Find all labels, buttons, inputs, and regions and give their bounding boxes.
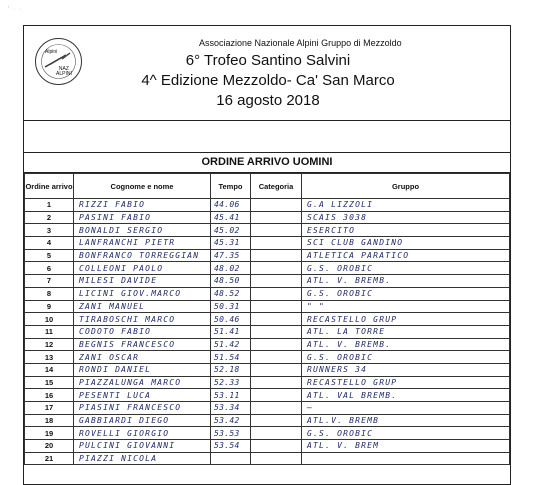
- time-cell: 50.46: [211, 313, 251, 326]
- group-cell: ATL. V. BREM: [302, 440, 510, 453]
- category-cell: [251, 211, 302, 224]
- name-cell: PULCINI GIOVANNI: [74, 440, 211, 453]
- name-cell: BONALDI SERGIO: [74, 224, 211, 237]
- table-row: [25, 338, 510, 351]
- time-cell: 53.11: [211, 389, 251, 402]
- group-cell: " ": [302, 300, 510, 313]
- group-cell: RUNNERS 34: [302, 363, 510, 376]
- group-cell: RECASTELLO GRUP: [302, 313, 510, 326]
- table-row: [25, 427, 510, 440]
- name-cell: BEGNIS FRANCESCO: [74, 338, 211, 351]
- event-date: 16 agosto 2018: [216, 92, 320, 109]
- table-row: [25, 237, 510, 250]
- group-cell: [302, 452, 510, 465]
- category-cell: [251, 313, 302, 326]
- name-cell: LICINI GIOV.MARCO: [74, 287, 211, 300]
- category-cell: [251, 262, 302, 275]
- event-title: 6° Trofeo Santino Salvini: [185, 52, 351, 69]
- group-cell: G.S. OROBIC: [302, 287, 510, 300]
- table-row: [25, 300, 510, 313]
- name-cell: PIAZZALUNGA MARCO: [74, 376, 211, 389]
- group-cell: ATL. LA TORRE: [302, 325, 510, 338]
- group-cell: G.S. OROBIC: [302, 351, 510, 364]
- table-row: [25, 325, 510, 338]
- category-cell: [251, 402, 302, 415]
- time-cell: 51.54: [211, 351, 251, 364]
- position-cell: 9: [25, 300, 74, 313]
- group-cell: RECASTELLO GRUP: [302, 376, 510, 389]
- time-cell: 53.53: [211, 427, 251, 440]
- table-row: [25, 389, 510, 402]
- group-cell: ATL.V. BREMB: [302, 414, 510, 427]
- category-cell: [251, 440, 302, 453]
- table-row: [25, 211, 510, 224]
- position-cell: 17: [25, 402, 74, 415]
- name-cell: COLLEONI PAOLO: [74, 262, 211, 275]
- position-cell: 16: [25, 389, 74, 402]
- col-category: Categoria: [251, 174, 302, 199]
- category-cell: [251, 414, 302, 427]
- name-cell: RIZZI FABIO: [74, 199, 211, 212]
- association-name: Associazione Nazionale Alpini Gruppo di Mezzoldo: [199, 38, 402, 48]
- position-cell: 19: [25, 427, 74, 440]
- position-cell: 6: [25, 262, 74, 275]
- group-cell: ATL. VAL BREMB.: [302, 389, 510, 402]
- name-cell: ZANI MANUEL: [74, 300, 211, 313]
- table-row: [25, 452, 510, 465]
- table-row: [25, 275, 510, 288]
- time-cell: 44.06: [211, 199, 251, 212]
- time-cell: [211, 452, 251, 465]
- group-cell: ATLETICA PARATICO: [302, 249, 510, 262]
- name-cell: LANFRANCHI PIETR: [74, 237, 211, 250]
- group-cell: SCI CLUB GANDINO: [302, 237, 510, 250]
- section-title: ORDINE ARRIVO UOMINI: [24, 153, 510, 173]
- position-cell: 4: [25, 237, 74, 250]
- group-cell: ATL. V. BREMB.: [302, 338, 510, 351]
- time-cell: 53.42: [211, 414, 251, 427]
- group-cell: —: [302, 402, 510, 415]
- logo-text-top: Alpini: [45, 49, 58, 55]
- category-cell: [251, 300, 302, 313]
- category-cell: [251, 427, 302, 440]
- table-row: [25, 402, 510, 415]
- time-cell: 52.18: [211, 363, 251, 376]
- position-cell: 11: [25, 325, 74, 338]
- table-row: [25, 376, 510, 389]
- blank-band: [24, 121, 510, 153]
- time-cell: 45.31: [211, 237, 251, 250]
- time-cell: 51.42: [211, 338, 251, 351]
- table-row: [25, 262, 510, 275]
- position-cell: 14: [25, 363, 74, 376]
- category-cell: [251, 325, 302, 338]
- position-cell: 20: [25, 440, 74, 453]
- group-cell: G.S. OROBIC: [302, 427, 510, 440]
- group-cell: SCAIS 3038: [302, 211, 510, 224]
- category-cell: [251, 351, 302, 364]
- time-cell: 48.02: [211, 262, 251, 275]
- group-cell: G.A LIZZOLI: [302, 199, 510, 212]
- category-cell: [251, 287, 302, 300]
- table-row: [25, 351, 510, 364]
- time-cell: 45.41: [211, 211, 251, 224]
- category-cell: [251, 199, 302, 212]
- time-cell: 48.50: [211, 275, 251, 288]
- position-cell: 21: [25, 452, 74, 465]
- name-cell: MILESI DAVIDE: [74, 275, 211, 288]
- category-cell: [251, 376, 302, 389]
- name-cell: PASINI FABIO: [74, 211, 211, 224]
- table-header-row: [25, 174, 510, 199]
- time-cell: 53.54: [211, 440, 251, 453]
- table-row: [25, 363, 510, 376]
- category-cell: [251, 363, 302, 376]
- position-cell: 8: [25, 287, 74, 300]
- position-cell: 15: [25, 376, 74, 389]
- name-cell: ROVELLI GIORGIO: [74, 427, 211, 440]
- col-time: Tempo: [211, 174, 251, 199]
- category-cell: [251, 237, 302, 250]
- time-cell: 51.41: [211, 325, 251, 338]
- position-cell: 12: [25, 338, 74, 351]
- col-name: Cognome e nome: [74, 174, 211, 199]
- results-body: [25, 199, 510, 465]
- col-group: Gruppo: [302, 174, 510, 199]
- position-cell: 1: [25, 199, 74, 212]
- name-cell: CODOTO FABIO: [74, 325, 211, 338]
- event-edition: 4^ Edizione Mezzoldo- Ca' San Marco: [141, 72, 395, 89]
- results-table: [24, 173, 510, 465]
- category-cell: [251, 249, 302, 262]
- time-cell: 52.33: [211, 376, 251, 389]
- logo-text-bottom: NAZ ALPINI: [56, 66, 72, 77]
- group-cell: ESERCITO: [302, 224, 510, 237]
- name-cell: PIAZZI NICOLA: [74, 452, 211, 465]
- time-cell: 45.02: [211, 224, 251, 237]
- position-cell: 2: [25, 211, 74, 224]
- sheet-header: [24, 26, 510, 121]
- table-row: [25, 313, 510, 326]
- category-cell: [251, 338, 302, 351]
- category-cell: [251, 452, 302, 465]
- group-cell: G.S. OROBIC: [302, 262, 510, 275]
- category-cell: [251, 224, 302, 237]
- category-cell: [251, 275, 302, 288]
- name-cell: RONDI DANIEL: [74, 363, 211, 376]
- position-cell: 13: [25, 351, 74, 364]
- name-cell: PESENTI LUCA: [74, 389, 211, 402]
- name-cell: ZANI OSCAR: [74, 351, 211, 364]
- name-cell: TIRABOSCHI MARCO: [74, 313, 211, 326]
- table-row: [25, 224, 510, 237]
- position-cell: 5: [25, 249, 74, 262]
- position-cell: 3: [25, 224, 74, 237]
- time-cell: 47.35: [211, 249, 251, 262]
- table-row: [25, 199, 510, 212]
- position-cell: 18: [25, 414, 74, 427]
- table-row: [25, 287, 510, 300]
- time-cell: 53.34: [211, 402, 251, 415]
- name-cell: PIASINI FRANCESCO: [74, 402, 211, 415]
- position-cell: 7: [25, 275, 74, 288]
- scan-mark: ' · ·: [8, 6, 23, 13]
- name-cell: BONFRANCO TORREGGIAN: [74, 249, 211, 262]
- table-row: [25, 249, 510, 262]
- name-cell: GABBIARDI DIEGO: [74, 414, 211, 427]
- time-cell: 50.31: [211, 300, 251, 313]
- category-cell: [251, 389, 302, 402]
- table-row: [25, 440, 510, 453]
- col-order: Ordine arrivo: [25, 174, 74, 199]
- results-sheet: [23, 25, 511, 485]
- group-cell: ATL. V. BREMB.: [302, 275, 510, 288]
- position-cell: 10: [25, 313, 74, 326]
- table-row: [25, 414, 510, 427]
- time-cell: 48.52: [211, 287, 251, 300]
